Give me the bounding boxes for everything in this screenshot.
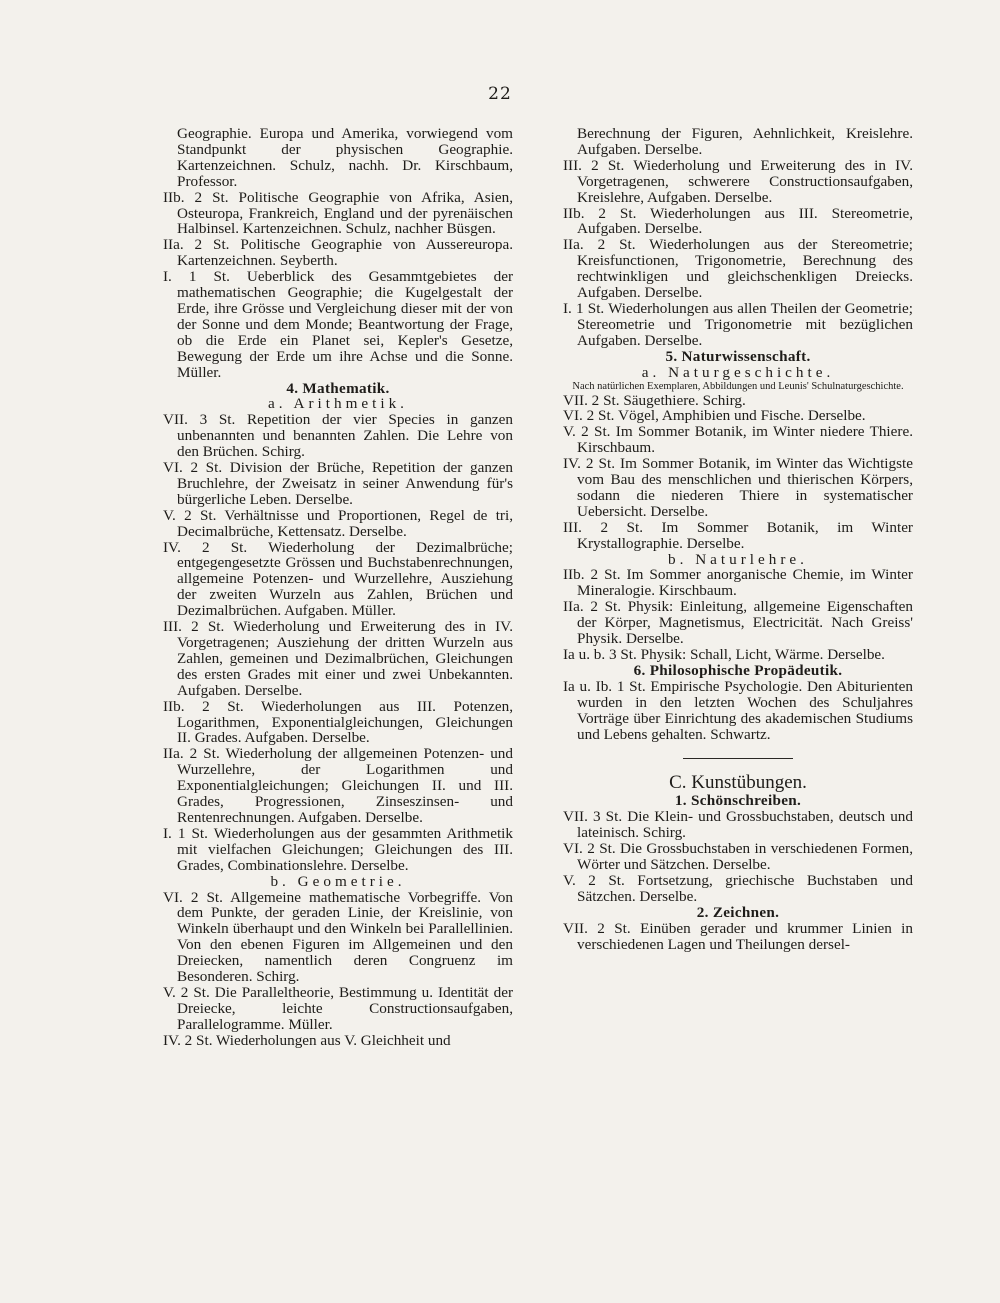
naturlehre-entry: IIb. 2 St. Im Sommer anorganische Chemie, im Winter Mineralogie. Kirschbaum.	[563, 566, 913, 600]
schoenschreiben-entry: VI. 2 St. Die Grossbuchstaben in verschiedenen Formen, Wörter und Sätzchen. Derselbe.	[563, 840, 913, 873]
arithmetik-entry: I. 1 St. Wiederholungen aus der gesammten Arithmetik mit vielfachen Gleichungen; Gleichungen des III. Grades, Combinationslehre. Derselbe.	[163, 824, 513, 874]
naturgeschichte-note: Nach natürlichen Exemplaren, Abbildungen und Leunis' Schulnaturgeschichte.	[572, 380, 904, 392]
subsection-title-naturgeschichte: a. Naturgeschichte.	[641, 363, 835, 381]
geometrie-entry: VI. 2 St. Allgemeine mathematische Vorbegriffe. Von dem Punkte, der geraden Linie, der Kreislinie, von Winkeln überhaupt und den Winkeln bei Parallellinien. Von den ebenen Figuren im Allgemeinen und den Dreiecken, namentlich deren Congruenz im Besonderen. Schirg.	[163, 888, 513, 986]
naturgeschichte-entry: IV. 2 St. Im Sommer Botanik, im Winter das Wichtigste vom Bau des menschlichen und thierischen Körpers, sodann die niederen Thiere in systematischer Uebersicht. Derselbe.	[563, 455, 913, 520]
geometrie-entry: III. 2 St. Wiederholung und Erweiterung des in IV. Vorgetragenen, schwerere Constructionsaufgaben, Kreislehre, Aufgaben. Derselbe.	[563, 156, 913, 206]
zeichnen-entry: VII. 2 St. Einüben gerader und krummer Linien in verschiedenen Lagen und Theilungen dersel-	[563, 919, 913, 953]
geometrie-entry: IIb. 2 St. Wiederholungen aus III. Stereometrie, Aufgaben. Derselbe.	[563, 204, 913, 238]
naturgeschichte-entry: VI. 2 St. Vögel, Amphibien und Fische. Derselbe.	[563, 407, 866, 425]
subsection-title-geometrie: b. Geometrie.	[270, 872, 406, 890]
left-column	[163, 126, 513, 1049]
subsection-title-arithmetik: a. Arithmetik.	[268, 395, 408, 413]
arithmetik-entry: VI. 2 St. Division der Brüche, Repetition der ganzen Bruchlehre, der Zweisatz in seiner Anwendung für's bürgerliche Leben. Derselbe.	[163, 459, 513, 508]
geometrie-continuation: Berechnung der Figuren, Aehnlichkeit, Kreislehre. Aufgaben. Derselbe.	[577, 125, 913, 158]
arithmetik-entry: IIa. 2 St. Wiederholung der allgemeinen Potenzen- und Wurzellehre, der Logarithmen und Exponentialgleichungen; Gleichungen II. und III. Grades, Progressionen, Zinseszinsen- und Rentenrechnungen. Aufgaben. Derselbe.	[163, 745, 513, 826]
right-column	[563, 126, 913, 952]
section-title-kunstuebungen: C. Kunstübungen.	[669, 772, 807, 794]
naturgeschichte-entry: V. 2 St. Im Sommer Botanik, im Winter niedere Thiere. Kirschbaum.	[563, 423, 913, 457]
geometrie-entry: V. 2 St. Die Paralleltheorie, Bestimmung u. Identität der Dreiecke, leichte Constructionsaufgaben, Parallelogramme. Müller.	[163, 983, 513, 1033]
geography-intro: Geographie. Europa und Amerika, vorwiegend vom Standpunkt der physischen Geographie. Kartenzeichnen. Schulz, nachh. Dr. Kirschbaum, Professor.	[177, 125, 513, 190]
subsection-title-naturlehre: b. Naturlehre.	[668, 550, 808, 568]
philosophie-entry: Ia u. Ib. 1 St. Empirische Psychologie. Den Abiturienten wurden in den letzten Wochen des Schuljahres Vorträge über Einrichtung des akademischen Studiums und Lebens gehalten. Schwartz.	[563, 677, 913, 743]
geometrie-entry: IIa. 2 St. Wiederholungen aus der Stereometrie; Kreisfunctionen, Trigonometrie, Berechnung des rechtwinkligen und gleichschenkligen Dreiecks. Aufgaben. Derselbe.	[563, 236, 913, 302]
arithmetik-entry: III. 2 St. Wiederholung und Erweiterung des in IV. Vorgetragenen; Ausziehung der dritten Wurzeln aus Zahlen, gemeinen und Dezimalbrüchen, Gleichungen des ersten Grades mit einer und zwei Unbekannten. Aufgaben. Derselbe.	[163, 618, 513, 699]
arithmetik-entry: IV. 2 St. Wiederholung der Dezimalbrüche; entgegengesetzte Grössen und Buchstabenrechnungen, allgemeine Potenzen- und Wurzellehre, Ausziehung der zweiten Wurzeln aus Zahlen, Brüchen und Dezimalbrüchen. Aufgaben. Müller.	[163, 538, 513, 620]
geometrie-entry: IV. 2 St. Wiederholungen aus V. Gleichheit und	[163, 1031, 451, 1049]
arithmetik-entry: VII. 3 St. Repetition der vier Species in ganzen unbenannten und benannten Zahlen. Die Lehre von den Brüchen. Schirg.	[163, 411, 513, 461]
section-title-philosophie: 6. Philosophische Propädeutik.	[633, 661, 843, 679]
geometrie-entry: I. 1 St. Wiederholungen aus allen Theilen der Geometrie; Stereometrie und Trigonometrie mit bezüglichen Aufgaben. Derselbe.	[563, 299, 913, 349]
section-title-schoenschreiben: 1. Schönschreiben.	[674, 792, 802, 810]
naturlehre-entry: Ia u. b. 3 St. Physik: Schall, Licht, Wärme. Derselbe.	[563, 646, 885, 663]
schoenschreiben-entry: V. 2 St. Fortsetzung, griechische Buchstaben und Sätzchen. Derselbe.	[563, 871, 913, 905]
arithmetik-entry: IIb. 2 St. Wiederholungen aus III. Potenzen, Logarithmen, Exponentialgleichungen, Gleichungen II. Grades. Aufgaben. Derselbe.	[163, 697, 513, 747]
section-title-naturwissenschaft: 5. Naturwissenschaft.	[665, 347, 811, 365]
naturgeschichte-entry: VII. 2 St. Säugethiere. Schirg.	[563, 391, 746, 409]
geography-entry: IIb. 2 St. Politische Geographie von Afrika, Asien, Osteuropa, Frankreich, England und der pyrenäischen Halbinsel. Kartenzeichnen. Schulz, nachher Büsgen.	[163, 188, 513, 238]
naturlehre-entry: IIa. 2 St. Physik: Einleitung, allgemeine Eigenschaften der Körper, Magnetismus, Electricität. Nach Greiss' Physik. Derselbe.	[563, 598, 913, 648]
section-title-zeichnen: 2. Zeichnen.	[696, 903, 780, 921]
section-divider	[683, 758, 793, 759]
arithmetik-entry: V. 2 St. Verhältnisse und Proportionen, Regel de tri, Decimalbrüche, Kettensatz. Derselbe.	[163, 506, 513, 540]
geography-entry: IIa. 2 St. Politische Geographie von Aussereuropa. Kartenzeichnen. Seyberth.	[163, 236, 513, 270]
schoenschreiben-entry: VII. 3 St. Die Klein- und Grossbuchstaben, deutsch und lateinisch. Schirg.	[563, 808, 913, 842]
page-number: 22	[488, 84, 512, 104]
naturgeschichte-entry: III. 2 St. Im Sommer Botanik, im Winter Krystallographie. Derselbe.	[563, 518, 913, 552]
section-title-mathematik: 4. Mathematik.	[286, 379, 390, 397]
geography-entry: I. 1 St. Ueberblick des Gesammtgebietes der mathematischen Geographie; die Kugelgestalt der Erde, ihre Grösse und Vergleichung dieser mit der von der Sonne und dem Monde; Beantwortung der Frage, ob die Erde ein Planet sei, Kepler's Gesetze, Bewegung der Erde um ihre Achse und die Sonne. Müller.	[163, 268, 513, 381]
